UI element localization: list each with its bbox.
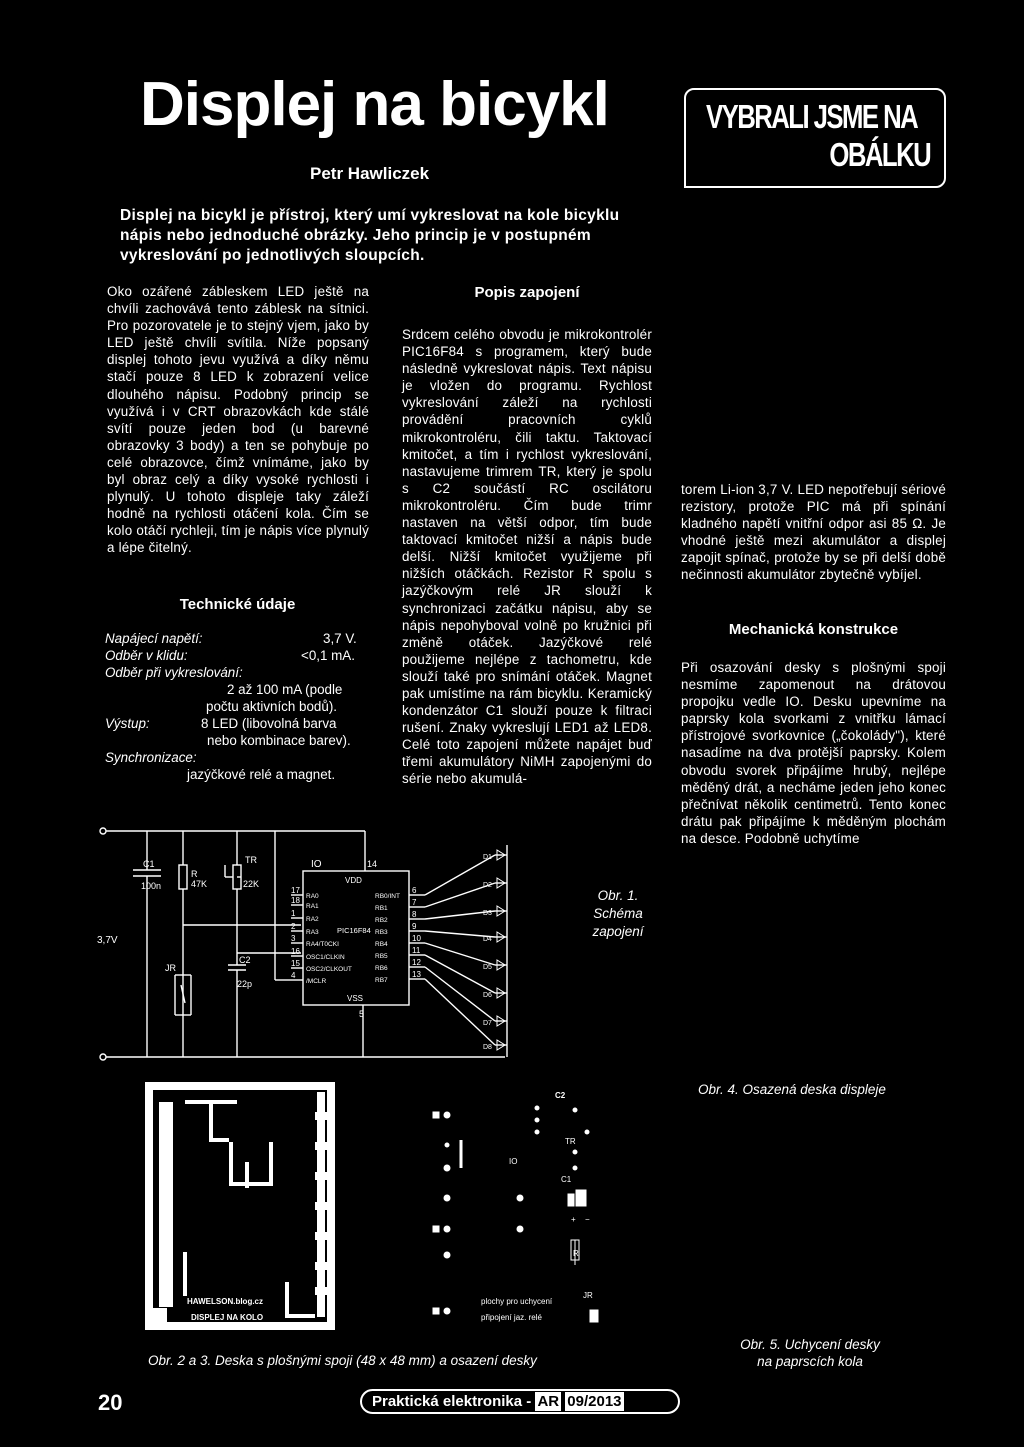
schem-c1: C1 — [143, 859, 155, 869]
schem-led-label: D2 — [483, 882, 492, 889]
schem-led-label: D7 — [483, 1020, 492, 1027]
schem-left-name: RA4/T0CKI — [306, 941, 339, 948]
desc-text: Srdcem celého obvodu je mikrokontrolér PIC16F84 s programem, který bude následně vykreslovat nápis. Text nápisu je vložen do programu. Rychlost vykreslování záleží na rychlosti provádění pracovních cyklů mikrokontroléru, čili taktu. Taktovací kmitočet, a tím i rychlost vykreslování, nastavujeme trimrem TR, který je spolu s C2 součástí RC oscilátoru mikrokontroléru. Čím bude trimr nastaven na větší odpor, tím bude taktovací kmitočet nižší a nápis bude delší. Nižší kmitočet využijeme při nižších otáčkách. Rezistor R spolu s jazýčkovým relé JR slouží k synchronizaci začátku nápisu, aby se nápis nepohyboval volně po kružnici při změně otáček. Jazýčkové relé použijeme nejlépe z tachometru, kde slouží také pro snímání otáček. Magnet pak umístíme na rám bicyklu. Keramický kondenzátor C1 slouží pouze k filtraci rušení. Znaky vykreslují LED1 až LED8. Celé toto zapojení můžete napájet buď třemi akumulátory NiMH zapojenými do série nebo akumulá- — [402, 327, 652, 787]
footer-magazine: Praktická elektronika - — [372, 1393, 532, 1410]
schem-led-label: D1 — [483, 854, 492, 861]
spec-idle-label: Odběr v klidu: — [105, 648, 188, 663]
spec-sync-value: jazýčkové relé a magnet. — [187, 767, 336, 782]
asm-plus: + — [571, 1215, 576, 1224]
spec-supply-label: Napájecí napětí: — [105, 631, 203, 646]
page-number: 20 — [98, 1390, 123, 1415]
schem-c2: C2 — [239, 955, 251, 965]
schem-io: IO — [311, 859, 322, 870]
asm-c2: C2 — [555, 1091, 566, 1100]
asm-note1: plochy pro uchycení — [481, 1297, 553, 1306]
lead-paragraph: Displej na bicykl je přístroj, který umí vykreslovat na kole bicyklu nápis nebo jednoduché obrázky. Jeho princip je v postupném vykreslování po jednotlivých sloupcích. — [120, 207, 620, 264]
spec-idle-value: <0,1 mA. — [301, 648, 355, 663]
spec-output-label: Výstup: — [105, 716, 150, 731]
fig1-caption-a: Obr. 1. — [597, 888, 639, 903]
schem-right-name: RB3 — [375, 929, 388, 936]
mech-heading: Mechanická konstrukce — [728, 621, 899, 638]
schematic-diagram — [95, 825, 535, 1065]
spec-output-value-1: 8 LED (libovolná barva — [201, 716, 337, 731]
schem-led-label: D6 — [483, 992, 492, 999]
schem-led-label: D4 — [483, 936, 492, 943]
pcb-text-1: HAWELSON.blog.cz — [187, 1297, 263, 1306]
schem-left-pin: 18 — [291, 896, 300, 905]
spec-draw-label: Odběr při vykreslování: — [105, 665, 243, 680]
magazine-footer — [360, 1389, 680, 1414]
schem-left-pin: 3 — [291, 934, 296, 943]
schem-left-name: RA1 — [306, 903, 319, 910]
schem-c1-val: 100n — [141, 881, 162, 891]
asm-io: IO — [509, 1157, 518, 1166]
schem-right-pin: 12 — [412, 958, 421, 967]
fig23-caption: Obr. 2 a 3. Deska s plošnými spoji (48 x 48 mm) a osazení desky — [148, 1353, 537, 1368]
badge-line2: OBÁLKU — [829, 136, 930, 173]
spec-draw-value-1: 2 až 100 mA (podle — [227, 682, 343, 697]
schem-vdd: VDD — [345, 876, 362, 885]
schem-left-pin: 15 — [291, 959, 300, 968]
pcb-text-2: DISPLEJ NA KOLO — [191, 1313, 264, 1322]
fig1-caption-c: zapojení — [592, 924, 644, 939]
mech-text: Při osazování desky s plošnými spoji nesmíme zapomenout na drátovou propojku vedle IO. Desku upevníme na paprsky kola svorkami z vnitřku lámací přístrojové svorkovnice („čokolády"), které nasadíme na dva protější paprsky. Kolem obvodu svorek připájíme hrubý, nejlépe měděný drát, a necháme jeden jeho konec přečnívat několik centimetrů. Tento konec drátu pak připájíme k měděným plochám na desce. Podobně uchytíme — [681, 660, 946, 846]
schem-right-pin: 13 — [412, 970, 421, 979]
schem-pin5: 5 — [359, 1009, 365, 1019]
schem-tr: TR — [245, 855, 257, 865]
schem-left-name: RA3 — [306, 929, 319, 936]
schem-right-pin: 10 — [412, 934, 421, 943]
fig1-caption — [563, 887, 673, 941]
schem-chip: PIC16F84 — [337, 926, 371, 935]
schem-pin14: 14 — [367, 859, 378, 869]
schem-right-pin: 6 — [412, 886, 417, 895]
pin-labels — [291, 850, 505, 1051]
schem-right-name: RB2 — [375, 917, 388, 924]
schem-right-pin: 9 — [412, 922, 417, 931]
fig4-caption: Obr. 4. Osazená deska displeje — [698, 1082, 886, 1097]
schem-voltage: 3,7V — [97, 935, 118, 946]
spec-draw-value-2: počtu aktivních bodů). — [206, 699, 338, 714]
tech-heading: Technické údaje — [179, 596, 296, 613]
schem-tr-val: 22K — [243, 879, 260, 889]
asm-minus: − — [585, 1215, 590, 1224]
schem-right-pin: 11 — [412, 946, 421, 955]
footer-issue: 09/2013 — [567, 1393, 622, 1410]
fig1-caption-b: Schéma — [593, 906, 643, 921]
schem-led-label: D5 — [483, 964, 492, 971]
asm-r: R — [573, 1249, 579, 1258]
schem-r: R — [191, 869, 198, 879]
schem-c2-val: 22p — [237, 979, 253, 989]
schem-left-pin: 4 — [291, 971, 296, 980]
schem-left-pin: 16 — [291, 947, 300, 956]
schem-led-label: D3 — [483, 910, 492, 917]
author: Petr Hawliczek — [310, 164, 430, 183]
asm-note2: připojení jaz. relé — [481, 1313, 542, 1322]
schem-right-name: RB6 — [375, 965, 388, 972]
assembly-diagram — [425, 1090, 625, 1330]
desc-heading: Popis zapojení — [474, 284, 580, 301]
schem-left-pin: 1 — [291, 909, 296, 918]
schem-left-name: RA2 — [306, 916, 319, 923]
schem-left-name: OSC1/CLKIN — [306, 954, 345, 961]
asm-jr: JR — [583, 1291, 593, 1300]
spec-output-value-2: nebo kombinace barev). — [207, 733, 351, 748]
article-title: Displej na bicykl — [140, 70, 609, 139]
cover-badge — [684, 88, 946, 188]
footer-ar: AR — [537, 1393, 560, 1410]
pcb-layout — [145, 1082, 335, 1330]
spec-supply-value: 3,7 V. — [323, 631, 357, 646]
schem-left-pin: 2 — [291, 922, 296, 931]
schem-right-name: RB1 — [375, 905, 388, 912]
schem-vss: VSS — [347, 994, 364, 1003]
col3-text: torem Li-ion 3,7 V. LED nepotřebují sériové rezistory, protože PIC má při spínání kladného napětí vnitřní odpor asi 85 Ω. Je vhodné ještě mezi akumulátor a displej zapojit spínač, protože by se při delší době nečinnosti akumulátor zbytečně vybíjel. — [681, 482, 946, 583]
fig5-caption — [710, 1336, 910, 1370]
schem-left-name: RA0 — [306, 893, 319, 900]
fig5-caption-a: Obr. 5. Uchycení desky — [740, 1337, 880, 1352]
asm-c1: C1 — [561, 1175, 572, 1184]
schem-right-name: RB5 — [375, 953, 388, 960]
asm-tr: TR — [565, 1137, 576, 1146]
schem-right-name: RB0/INT — [375, 893, 400, 900]
schem-led-label: D8 — [483, 1044, 492, 1051]
schem-left-name: /MCLR — [306, 978, 327, 985]
schem-right-pin: 8 — [412, 910, 417, 919]
schem-left-pin: 17 — [291, 886, 300, 895]
spec-sync-label: Synchronizace: — [105, 750, 197, 765]
tech-specs — [105, 630, 367, 783]
schem-right-name: RB7 — [375, 977, 388, 984]
schem-right-name: RB4 — [375, 941, 388, 948]
badge-line1: VYBRALI JSME NA — [706, 98, 918, 135]
schem-left-name: OSC2/CLKOUT — [306, 966, 352, 973]
schem-r-val: 47K — [191, 879, 208, 889]
schem-right-pin: 7 — [412, 898, 417, 907]
schem-jr: JR — [165, 963, 176, 973]
fig5-caption-b: na paprscích kola — [757, 1354, 863, 1369]
intro-text: Oko ozářené zábleskem LED ještě na chvíli zachovává tento záblesk na sítnici. Pro pozorovatele je to stejný vjem, jako by LED ještě chvíli svítila. Níže popsaný displej tohoto jevu využívá a díky němu stačí pouze 8 LED k zobrazení velice dlouhého nápisu. Podobný princip se využívá i v CRT obrazovkách kde stálé svítí pouze jeden bod (u barevné obrazovky 3 body) a ten se pohybuje po celé obrazovce, čímž vnímáme, jako by byl obraz celý a díky vysoké rychlosti i plynulý. U tohoto displeje taky záleží hodně na rychlosti otáčení kola. Čím se kolo otáčí rychleji, tím je nápis více plynulý a lépe čitelný. — [107, 284, 369, 556]
